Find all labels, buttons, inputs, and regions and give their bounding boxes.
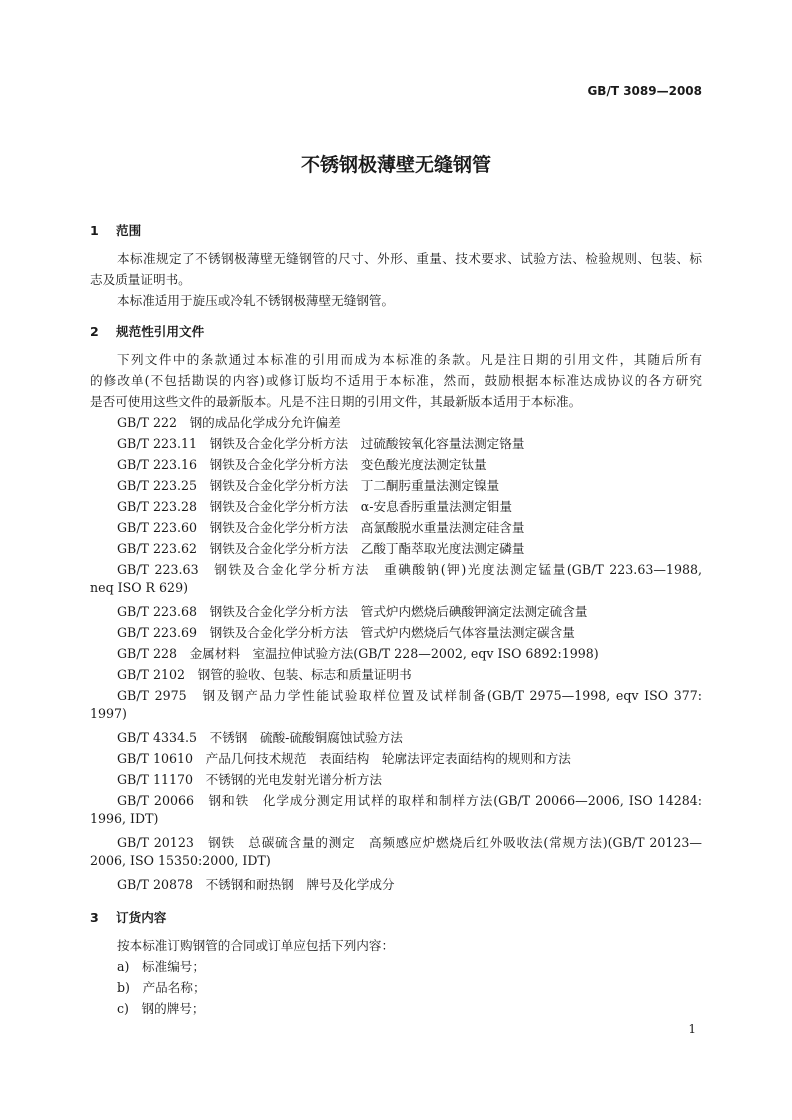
reference-entry: GB/T 223.69 钢铁及合金化学分析方法 管式炉内燃烧后气体容量法测定碳含量 bbox=[117, 625, 575, 640]
paragraph-line: 下列文件中的条款通过本标准的引用而成为本标准的条款。凡是注日期的引用文件，其随后所有 bbox=[117, 352, 702, 367]
reference-entry: GB/T 11170 不锈钢的光电发射光谱分析方法 bbox=[117, 772, 382, 787]
paragraph-line: 是否可使用这些文件的最新版本。凡是不注日期的引用文件，其最新版本适用于本标准。 bbox=[90, 394, 582, 409]
reference-entry: GB/T 223.11 钢铁及合金化学分析方法 过硫酸铵氧化容量法测定铬量 bbox=[117, 436, 525, 451]
reference-entry: GB/T 2102 钢管的验收、包装、标志和质量证明书 bbox=[117, 667, 412, 682]
reference-entry: GB/T 223.62 钢铁及合金化学分析方法 乙酸丁酯萃取光度法测定磷量 bbox=[117, 541, 525, 556]
section-number: 3 bbox=[90, 910, 99, 925]
list-item: c) 钢的牌号； bbox=[117, 1001, 205, 1016]
standard-code: GB/T 3089—2008 bbox=[587, 84, 702, 98]
paragraph-line: 本标准规定了不锈钢极薄壁无缝钢管的尺寸、外形、重量、技术要求、试验方法、检验规则、包装、标 bbox=[117, 251, 702, 266]
page-number: 1 bbox=[688, 1022, 696, 1036]
reference-entry: GB/T 223.25 钢铁及合金化学分析方法 丁二酮肟重量法测定镍量 bbox=[117, 478, 500, 493]
paragraph-line: 按本标准订购钢管的合同或订单应包括下列内容： bbox=[117, 938, 395, 953]
reference-entry: GB/T 222 钢的成品化学成分允许偏差 bbox=[117, 415, 341, 430]
list-item: a) 标准编号； bbox=[117, 959, 205, 974]
reference-entry: GB/T 223.63 钢铁及合金化学分析方法 重碘酸钠(钾)光度法测定锰量(GB/T 223.63—1988, bbox=[117, 562, 702, 577]
paragraph-line: 志及质量证明书。 bbox=[90, 272, 191, 287]
section-number: 1 bbox=[90, 223, 99, 238]
reference-entry: GB/T 20878 不锈钢和耐热钢 牌号及化学成分 bbox=[117, 877, 395, 892]
section-2-heading bbox=[90, 321, 204, 340]
reference-entry: GB/T 2975 钢及钢产品力学性能试验取样位置及试样制备(GB/T 2975—1998, eqv ISO 377: bbox=[117, 688, 702, 703]
section-title: 规范性引用文件 bbox=[116, 324, 205, 339]
reference-entry-continuation: neq ISO R 629) bbox=[90, 580, 188, 595]
paragraph-line: 本标准适用于旋压或冷轧不锈钢极薄壁无缝钢管。 bbox=[117, 293, 395, 308]
reference-entry: GB/T 20123 钢铁 总碳硫含量的测定 高频感应炉燃烧后红外吸收法(常规方法)(GB/T 20123— bbox=[117, 835, 702, 850]
reference-entry: GB/T 223.16 钢铁及合金化学分析方法 变色酸光度法测定钛量 bbox=[117, 457, 487, 472]
reference-entry-continuation: 1996, IDT) bbox=[90, 811, 159, 826]
reference-entry: GB/T 20066 钢和铁 化学成分测定用试样的取样和制样方法(GB/T 20066—2006, ISO 14284: bbox=[117, 793, 702, 808]
reference-entry: GB/T 223.28 钢铁及合金化学分析方法 α-安息香肟重量法测定钼量 bbox=[117, 499, 513, 514]
reference-entry-continuation: 2006, ISO 15350:2000, IDT) bbox=[90, 853, 271, 868]
section-title: 范围 bbox=[116, 223, 142, 238]
document-title: 不锈钢极薄壁无缝钢管 bbox=[300, 154, 491, 176]
list-item: b) 产品名称； bbox=[117, 980, 206, 995]
reference-entry: GB/T 4334.5 不锈钢 硫酸-硫酸铜腐蚀试验方法 bbox=[117, 730, 403, 745]
section-3-heading bbox=[90, 907, 166, 926]
section-1-heading bbox=[90, 220, 141, 239]
paragraph-line: 的修改单(不包括勘误的内容)或修订版均不适用于本标准，然而，鼓励根据本标准达成协议的各方研究 bbox=[90, 373, 702, 388]
section-title: 订货内容 bbox=[116, 910, 167, 925]
reference-entry: GB/T 223.60 钢铁及合金化学分析方法 高氯酸脱水重量法测定硅含量 bbox=[117, 520, 525, 535]
reference-entry: GB/T 10610 产品几何技术规范 表面结构 轮廓法评定表面结构的规则和方法 bbox=[117, 751, 571, 766]
reference-entry: GB/T 228 金属材料 室温拉伸试验方法(GB/T 228—2002, eqv ISO 6892:1998) bbox=[117, 646, 599, 661]
reference-entry-continuation: 1997) bbox=[90, 706, 127, 721]
section-number: 2 bbox=[90, 324, 99, 339]
reference-entry: GB/T 223.68 钢铁及合金化学分析方法 管式炉内燃烧后碘酸钾滴定法测定硫含量 bbox=[117, 604, 588, 619]
